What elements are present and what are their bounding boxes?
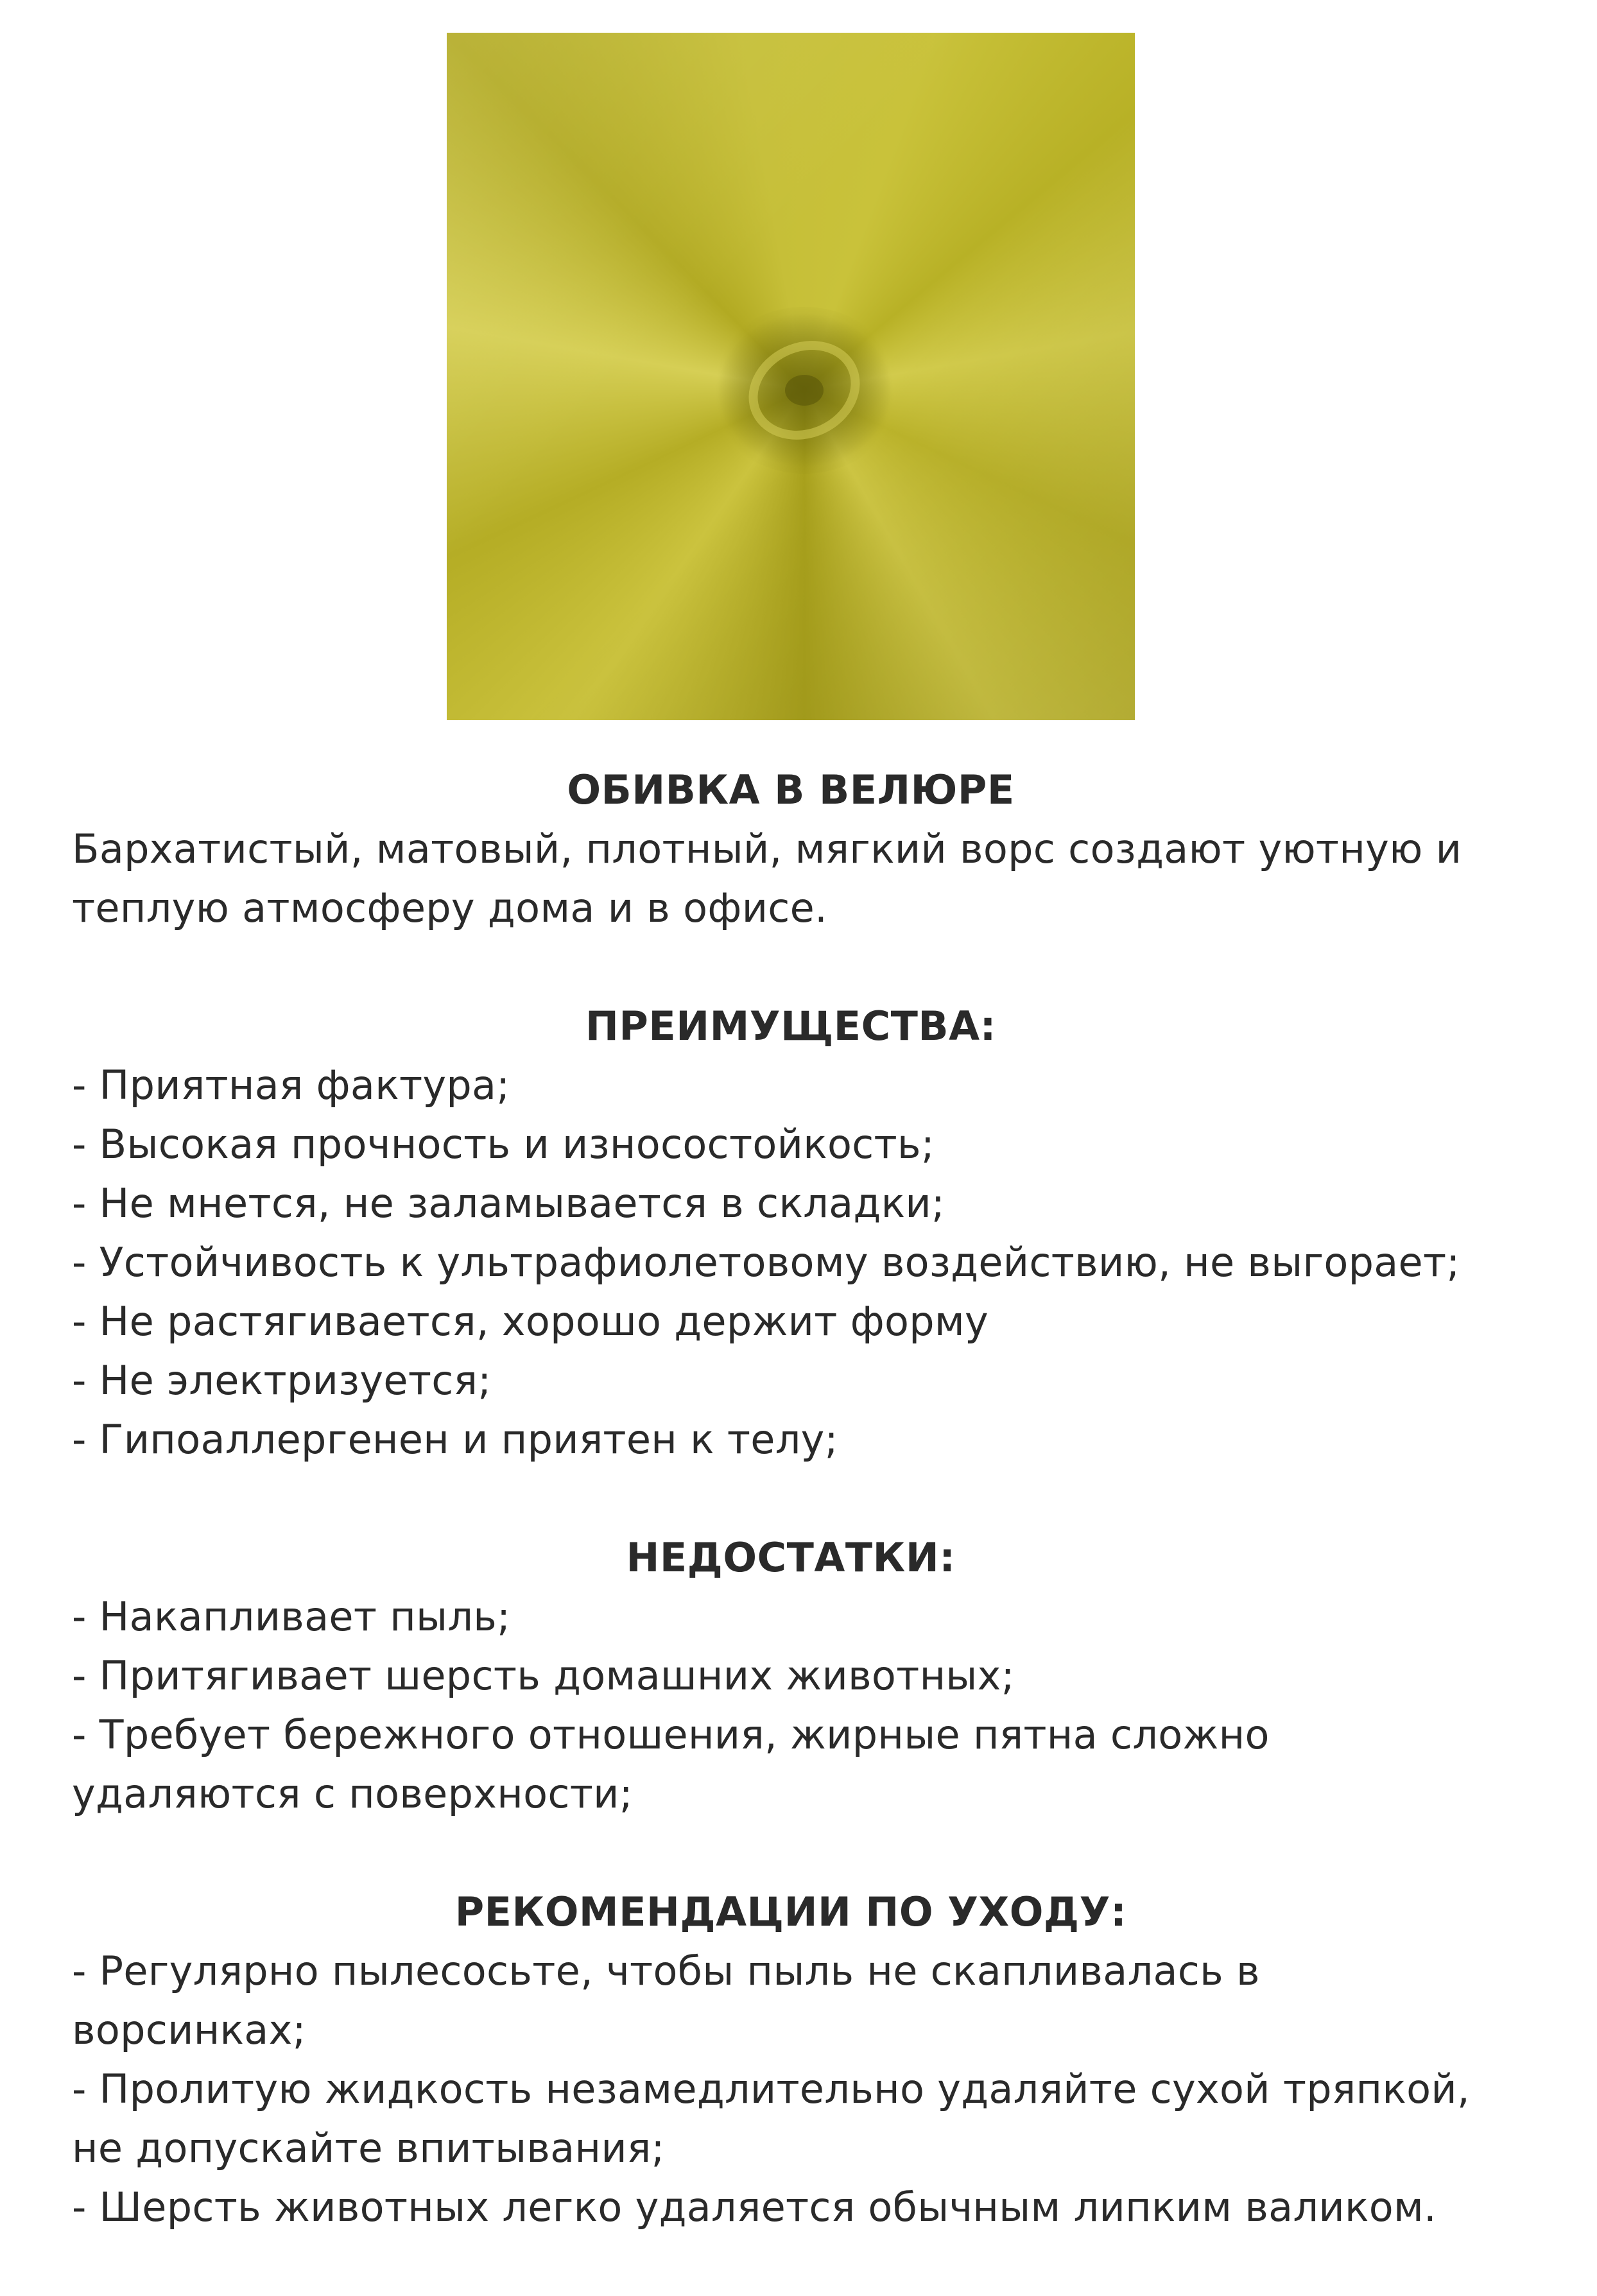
fabric-shading (447, 33, 1135, 720)
section-title: РЕКОМЕНДАЦИИ ПО УХОДУ: (454, 1888, 1127, 1935)
list-item: - Высокая прочность и износостойкость; (72, 1121, 935, 1168)
section-velour-upholstery (72, 761, 1542, 938)
section-spacer (72, 1824, 1542, 1883)
section-disadvantages (72, 1528, 1542, 1824)
list-item: - Требует бережного отношения, жирные пятна сложно (72, 1711, 1270, 1758)
section-spacer (72, 1469, 1542, 1528)
list-item: - Не мнется, не заламывается в складки; (72, 1180, 945, 1227)
list-item: - Не электризуется; (72, 1357, 492, 1404)
list-item: - Пролитую жидкость незамедлительно удаляйте сухой тряпкой, (72, 2066, 1470, 2112)
list-item-continuation: не допускайте впитывания; (72, 2125, 665, 2171)
list-item-continuation: удаляются с поверхности; (72, 1770, 633, 1817)
description-content (72, 761, 1542, 2237)
list-item: - Регулярно пылесосьте, чтобы пыль не скапливалась в (72, 1947, 1260, 1994)
section-text-line: теплую атмосферу дома и в офисе. (72, 885, 828, 931)
velour-fabric-image (447, 33, 1135, 720)
list-item: - Гипоаллергенен и приятен к телу; (72, 1416, 838, 1463)
list-item: - Шерсть животных легко удаляется обычным липким валиком. (72, 2184, 1437, 2231)
list-item-continuation: ворсинках; (72, 2007, 306, 2053)
section-title: НЕДОСТАТКИ: (626, 1534, 956, 1581)
section-advantages (72, 997, 1542, 1469)
list-item: - Накапливает пыль; (72, 1593, 511, 1640)
list-item: - Не растягивается, хорошо держит форму (72, 1298, 988, 1345)
section-title: ОБИВКА В ВЕЛЮРЕ (567, 766, 1015, 813)
section-care-recommendations (72, 1883, 1542, 2237)
list-item: - Приятная фактура; (72, 1062, 510, 1109)
list-item: - Устойчивость к ультрафиолетовому воздействию, не выгорает; (72, 1239, 1460, 1286)
list-item: - Притягивает шерсть домашних животных; (72, 1652, 1015, 1699)
section-spacer (72, 938, 1542, 997)
section-text-line: Бархатистый, матовый, плотный, мягкий ворс создают уютную и (72, 825, 1462, 872)
section-title: ПРЕИМУЩЕСТВА: (585, 1003, 996, 1049)
